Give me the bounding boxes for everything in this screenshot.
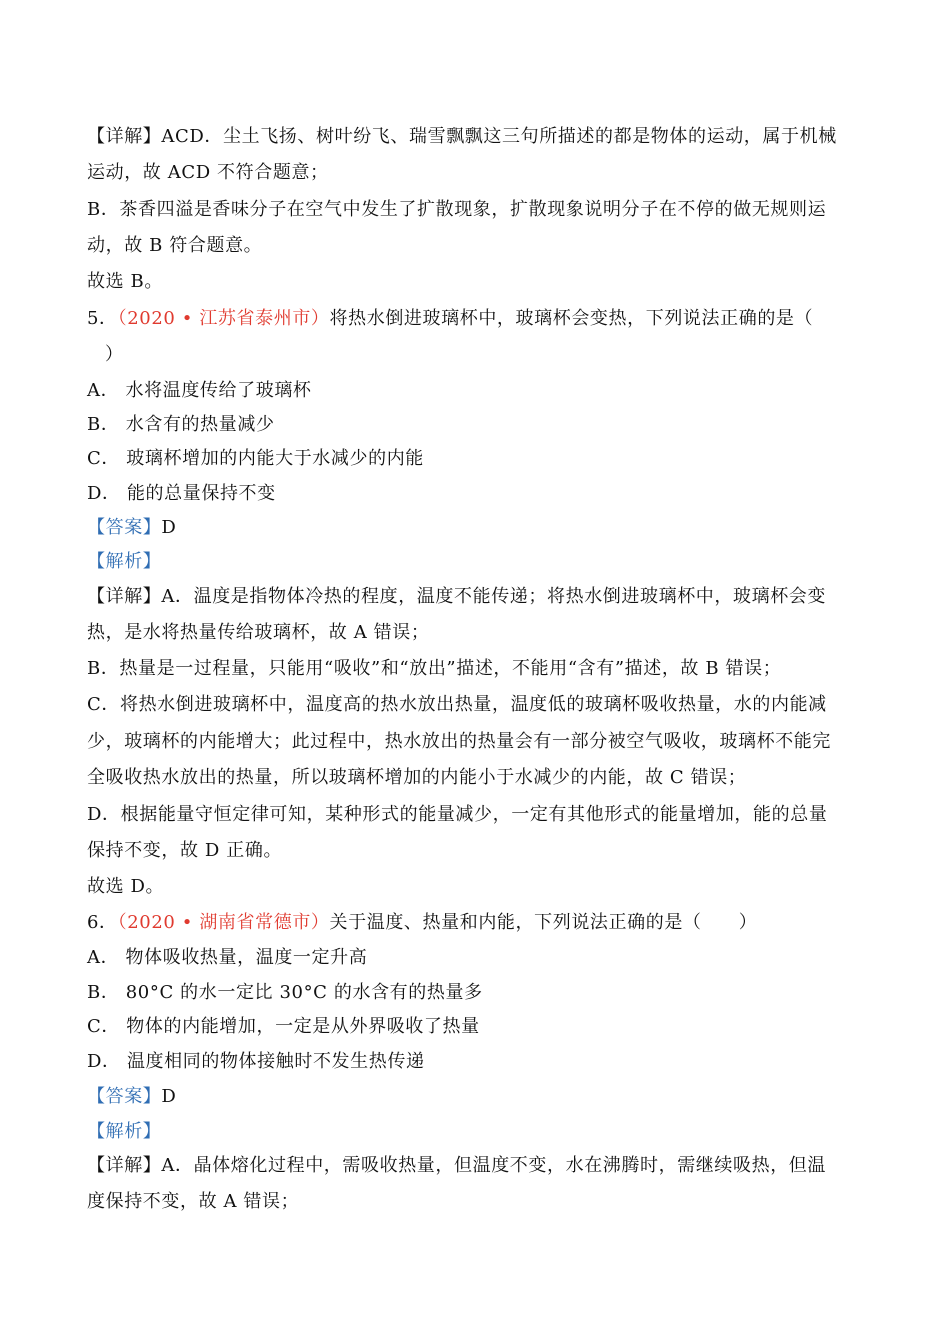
option-c: C． 物体的内能增加，一定是从外界吸收了热量 [87,1016,480,1037]
option-c: C． 玻璃杯增加的内能大于水减少的内能 [87,448,424,469]
question-5-stem [87,307,813,331]
question-6-stem [87,911,757,935]
option-a: A． 水将温度传给了玻璃杯 [87,380,312,401]
detail-paragraph: 【详解】A．温度是指物体冷热的程度，温度不能传递；将热水倒进玻璃杯中，玻璃杯会变 [87,586,826,607]
detail-paragraph: 热，是水将热量传给玻璃杯，故 A 错误； [87,622,430,643]
detail-paragraph: C．将热水倒进玻璃杯中，温度高的热水放出热量，温度低的玻璃杯吸收热量，水的内能减 [87,694,827,715]
answer-line [87,1085,176,1109]
conclusion-text: 故选 B。 [87,271,163,292]
answer-line [87,516,176,540]
answer-value: D [161,517,177,538]
option-a: A． 物体吸收热量，温度一定升高 [87,947,368,968]
detail-paragraph: 保持不变，故 D 正确。 [87,840,283,861]
answer-tag: 【答案】 [87,517,162,538]
detail-paragraph: 度保持不变，故 A 错误； [87,1191,300,1212]
question-text: 将热水倒进玻璃杯中，玻璃杯会变热，下列说法正确的是（ [329,308,814,329]
detail-paragraph: B．茶香四溢是香味分子在空气中发生了扩散现象，扩散现象说明分子在不停的做无规则运 [87,199,827,220]
analysis-tag: 【解析】 [87,551,162,572]
detail-paragraph: B．热量是一过程量，只能用“吸收”和“放出”描述，不能用“含有”描述，故 B 错误； [87,658,782,679]
detail-paragraph: D．根据能量守恒定律可知，某种形式的能量减少，一定有其他形式的能量增加，能的总量 [87,804,828,825]
answer-tag: 【答案】 [87,1086,162,1107]
detail-paragraph: 少，玻璃杯的内能增大；此过程中，热水放出的热量会有一部分被空气吸收，玻璃杯不能完 [87,731,831,752]
option-b: B． 80°C 的水一定比 30°C 的水含有的热量多 [87,982,483,1003]
detail-paragraph: 【详解】ACD．尘土飞扬、树叶纷飞、瑞雪飘飘这三句所描述的都是物体的运动，属于机械 [87,126,837,147]
question-number: 5． [87,308,118,329]
question-number: 6． [87,912,118,933]
question-source: （2020 • 江苏省泰州市） [117,308,330,329]
answer-value: D [161,1086,177,1107]
option-b: B． 水含有的热量减少 [87,414,275,435]
option-d: D． 能的总量保持不变 [87,483,276,504]
question-text: 关于温度、热量和内能，下列说法正确的是（ ） [329,912,758,933]
question-text-continued: ） [105,344,124,365]
detail-paragraph: 全吸收热水放出的热量，所以玻璃杯增加的内能小于水减少的内能，故 C 错误； [87,767,747,788]
detail-paragraph: 运动，故 ACD 不符合题意； [87,162,329,183]
analysis-tag: 【解析】 [87,1121,162,1142]
question-source: （2020 • 湖南省常德市） [117,912,330,933]
detail-paragraph: 动，故 B 符合题意。 [87,235,263,256]
detail-paragraph: 【详解】A．晶体熔化过程中，需吸收热量，但温度不变，水在沸腾时，需继续吸热，但温 [87,1155,826,1176]
option-d: D． 温度相同的物体接触时不发生热传递 [87,1051,425,1072]
conclusion-text: 故选 D。 [87,876,165,897]
